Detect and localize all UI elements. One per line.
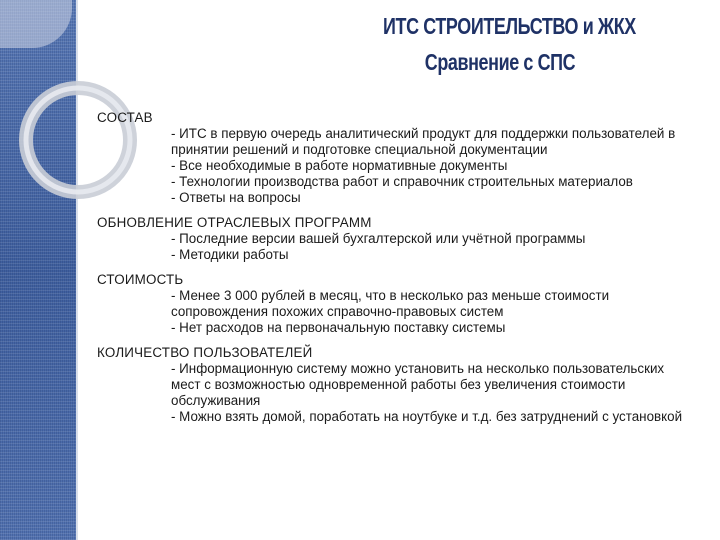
section-body (171, 288, 687, 336)
list-item: - Нет расходов на первоначальную поставку системы (171, 320, 506, 335)
section-heading: КОЛИЧЕСТВО ПОЛЬЗОВАТЕЛЕЙ (97, 345, 313, 360)
section-body (171, 361, 687, 425)
section-body (171, 231, 687, 263)
section-cost (97, 272, 687, 336)
list-item: - Последние версии вашей бухгалтерской или учётной программы (171, 231, 586, 246)
list-item: - Можно взять домой, поработать на ноутбуке и т.д. без затруднений с установкой (171, 409, 683, 424)
slide-title (350, 10, 650, 78)
section-updates (97, 215, 687, 263)
list-item: - Ответы на вопросы (171, 190, 301, 205)
list-item: - Все необходимые в работе нормативные документы (171, 158, 508, 173)
title-line-2: Сравнение с СПС (424, 49, 576, 75)
list-item: - ИТС в первую очередь аналитический продукт для поддержки пользователей в принятии решений и подготовке специальной документации (171, 126, 676, 157)
section-composition (97, 110, 687, 206)
section-heading: СТОИМОСТЬ (97, 272, 184, 287)
list-item: - Менее 3 000 рублей в месяц, что в несколько раз меньше стоимости сопровождения похожих справочно-правовых систем (171, 288, 610, 319)
section-heading: СОСТАВ (97, 110, 153, 125)
list-item: - Технологии производства работ и справочник строительных материалов (171, 174, 633, 189)
list-item: - Информационную систему можно установить на несколько пользовательских мест с возможностью одновременной работы без увеличения стоимости обслуживания (171, 361, 665, 408)
list-item: - Методики работы (171, 247, 289, 262)
title-line-1: ИТС СТРОИТЕЛЬСТВО и ЖКХ (383, 13, 636, 39)
section-heading: ОБНОВЛЕНИЕ ОТРАСЛЕВЫХ ПРОГРАММ (97, 215, 372, 230)
content-area (97, 110, 687, 434)
section-users (97, 345, 687, 425)
section-body (171, 126, 687, 206)
